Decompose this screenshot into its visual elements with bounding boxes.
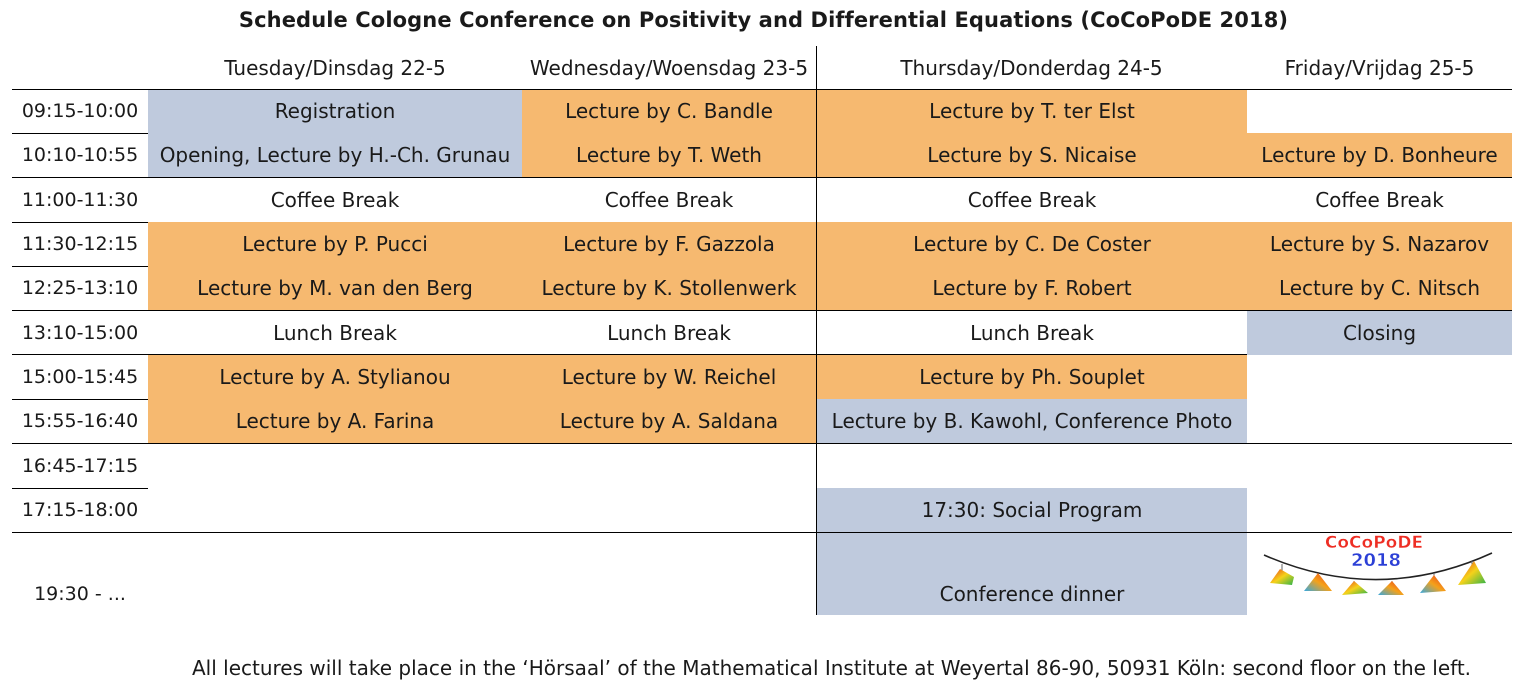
time-slot-1: 09:15-10:00 <box>21 100 139 122</box>
logo-text-name: CoCoPoDE <box>1324 533 1424 553</box>
logo-text-year: 2018 <box>1350 550 1402 571</box>
header-thursday: Thursday/Donderdag 24-5 <box>900 56 1163 80</box>
rule-time-4 <box>12 266 148 267</box>
time-slot-4: 11:30-12:15 <box>21 233 139 255</box>
rule-time-1 <box>12 133 148 134</box>
cell-tue-stylianou: Lecture by A. Stylianou <box>148 355 522 399</box>
footer-note: All lectures will take place in the ‘Hörsaal’ of the Mathematical Institute at Weyertal 86-90, 50931 Köln: second floor on the left. <box>192 656 1472 680</box>
cell-fri-nazarov: Lecture by S. Nazarov <box>1247 222 1512 266</box>
cell-thu-terelst: Lecture by T. ter Elst <box>817 89 1247 133</box>
header-friday: Friday/Vrijdag 25-5 <box>1284 56 1475 80</box>
cell-wed-weth: Lecture by T. Weth <box>522 133 816 177</box>
rule-row-6 <box>12 354 1247 355</box>
cell-wed-saldana: Lecture by A. Saldana <box>522 399 816 443</box>
rule-wed-thu-divider <box>816 46 817 615</box>
cell-thu-decoster: Lecture by C. De Coster <box>817 222 1247 266</box>
cell-fri-coffee: Coffee Break <box>1315 188 1444 212</box>
time-slot-7: 15:00-15:45 <box>21 366 139 388</box>
cell-fri-closing: Closing <box>1247 311 1512 355</box>
cell-wed-lunch: Lunch Break <box>607 321 731 345</box>
rule-row-8 <box>12 443 1512 444</box>
cell-thu-robert: Lecture by F. Robert <box>817 266 1247 310</box>
rule-row-2 <box>12 177 1512 178</box>
cell-thu-lunch: Lunch Break <box>970 321 1094 345</box>
cell-wed-reichel: Lecture by W. Reichel <box>522 355 816 399</box>
header-wednesday: Wednesday/Woensdag 23-5 <box>529 56 809 80</box>
logo-graphic <box>1262 533 1494 605</box>
cell-wed-coffee: Coffee Break <box>604 188 734 212</box>
cell-fri-nitsch: Lecture by C. Nitsch <box>1247 266 1512 310</box>
time-slot-3: 11:00-11:30 <box>21 189 139 211</box>
header-tuesday: Tuesday/Dinsdag 22-5 <box>224 56 446 80</box>
rule-time-7 <box>12 399 148 400</box>
rule-time-3 <box>12 222 148 223</box>
cell-tue-opening: Opening, Lecture by H.-Ch. Grunau <box>148 133 522 177</box>
rule-header <box>12 89 1512 90</box>
time-slot-5: 12:25-13:10 <box>21 277 139 299</box>
cell-thu-social: 17:30: Social Program <box>817 488 1247 532</box>
time-slot-2: 10:10-10:55 <box>21 144 139 166</box>
cell-thu-souplet: Lecture by Ph. Souplet <box>817 355 1247 399</box>
cell-thu-dinner: Conference dinner <box>817 533 1247 615</box>
cell-tue-registration: Registration <box>148 89 522 133</box>
cell-thu-nicaise: Lecture by S. Nicaise <box>817 133 1247 177</box>
time-slot-8: 15:55-16:40 <box>21 410 139 432</box>
cell-wed-gazzola: Lecture by F. Gazzola <box>522 222 816 266</box>
cocopode-logo <box>1262 533 1494 605</box>
rule-row-5 <box>12 310 1512 311</box>
time-slot-10: 17:15-18:00 <box>21 499 139 521</box>
time-slot-9: 16:45-17:15 <box>21 455 139 477</box>
cell-wed-stollenwerk: Lecture by K. Stollenwerk <box>522 266 816 310</box>
cell-wed-bandle: Lecture by C. Bandle <box>522 89 816 133</box>
cell-tue-lunch: Lunch Break <box>273 321 397 345</box>
time-slot-6: 13:10-15:00 <box>21 322 139 344</box>
cell-tue-coffee: Coffee Break <box>270 188 400 212</box>
cell-tue-vandenberg: Lecture by M. van den Berg <box>148 266 522 310</box>
rule-time-9 <box>12 488 148 489</box>
cell-thu-coffee: Coffee Break <box>967 188 1097 212</box>
schedule-title: Schedule Cologne Conference on Positivity and Differential Equations (CoCoPoDE 2018) <box>238 8 1289 32</box>
cell-fri-bonheure: Lecture by D. Bonheure <box>1247 133 1512 177</box>
time-slot-11: 19:30 - ... <box>34 583 126 605</box>
cell-thu-kawohl: Lecture by B. Kawohl, Conference Photo <box>817 399 1247 443</box>
cell-tue-pucci: Lecture by P. Pucci <box>148 222 522 266</box>
cell-tue-farina: Lecture by A. Farina <box>148 399 522 443</box>
